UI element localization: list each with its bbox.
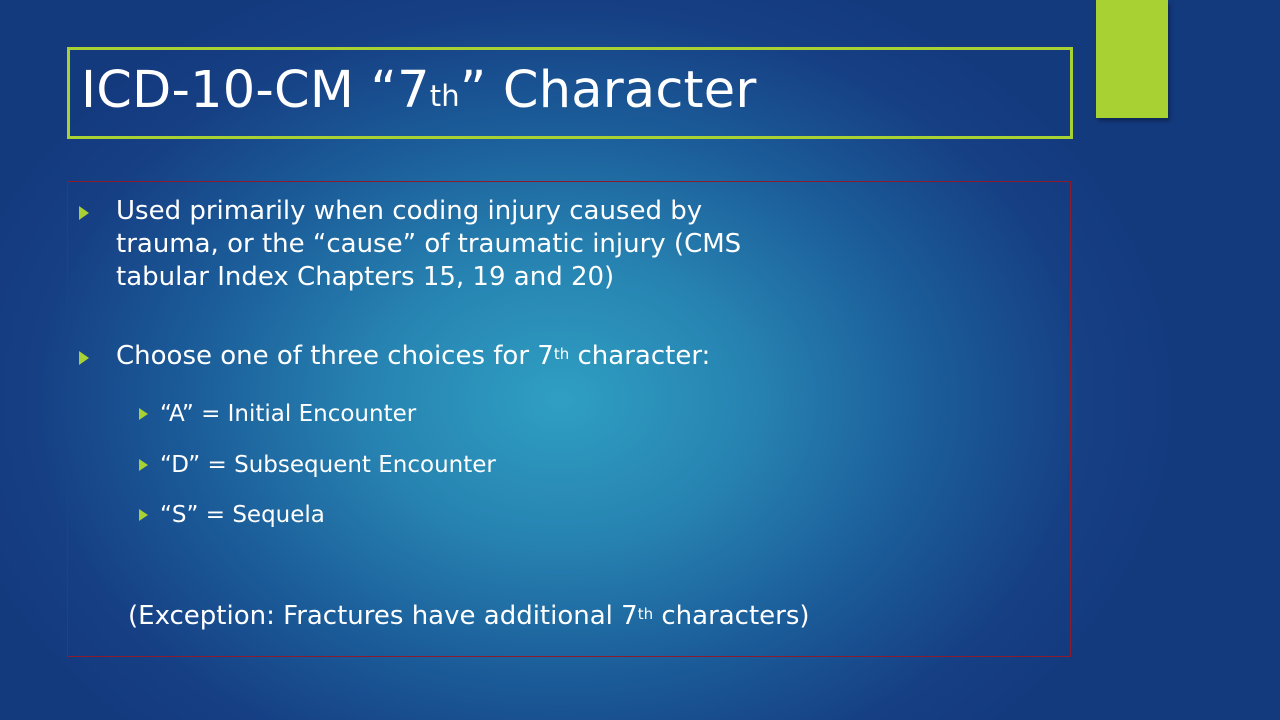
- bullet-superscript: th: [553, 345, 570, 363]
- title-superscript: th: [429, 79, 460, 113]
- note-prefix: (Exception: Fractures have additional 7: [128, 601, 638, 631]
- sub-bullet-text: “A” = Initial Encounter: [160, 401, 417, 427]
- sub-bullet-arrow-icon: [139, 408, 148, 420]
- bullet-line: Used primarily when coding injury caused by: [116, 196, 703, 226]
- title-prefix: ICD-10-CM “7: [81, 61, 430, 120]
- bullet-text-prefix: Choose one of three choices for 7: [116, 341, 554, 371]
- bullet-arrow-icon: [79, 206, 89, 220]
- bullet-text-suffix: character:: [569, 341, 711, 371]
- sub-bullet-arrow-icon: [139, 509, 148, 521]
- accent-bar: [1096, 0, 1168, 118]
- exception-note: [128, 600, 810, 633]
- sub-bullet-text: “D” = Subsequent Encounter: [160, 452, 496, 478]
- sub-bullet-arrow-icon: [139, 459, 148, 471]
- note-superscript: th: [637, 605, 654, 623]
- content-frame: [67, 181, 1071, 657]
- title-frame: [67, 47, 1073, 139]
- bullet-arrow-icon: [79, 351, 89, 365]
- bullet-line: trauma, or the “cause” of traumatic injury (CMS: [116, 229, 742, 259]
- bullet-text: [116, 340, 710, 373]
- note-suffix: characters): [653, 601, 810, 631]
- bullet-text: [116, 195, 741, 294]
- slide-title: [81, 58, 757, 124]
- sub-bullet-text: “S” = Sequela: [160, 502, 325, 528]
- title-suffix: ” Character: [459, 61, 757, 120]
- bullet-line: tabular Index Chapters 15, 19 and 20): [116, 262, 615, 292]
